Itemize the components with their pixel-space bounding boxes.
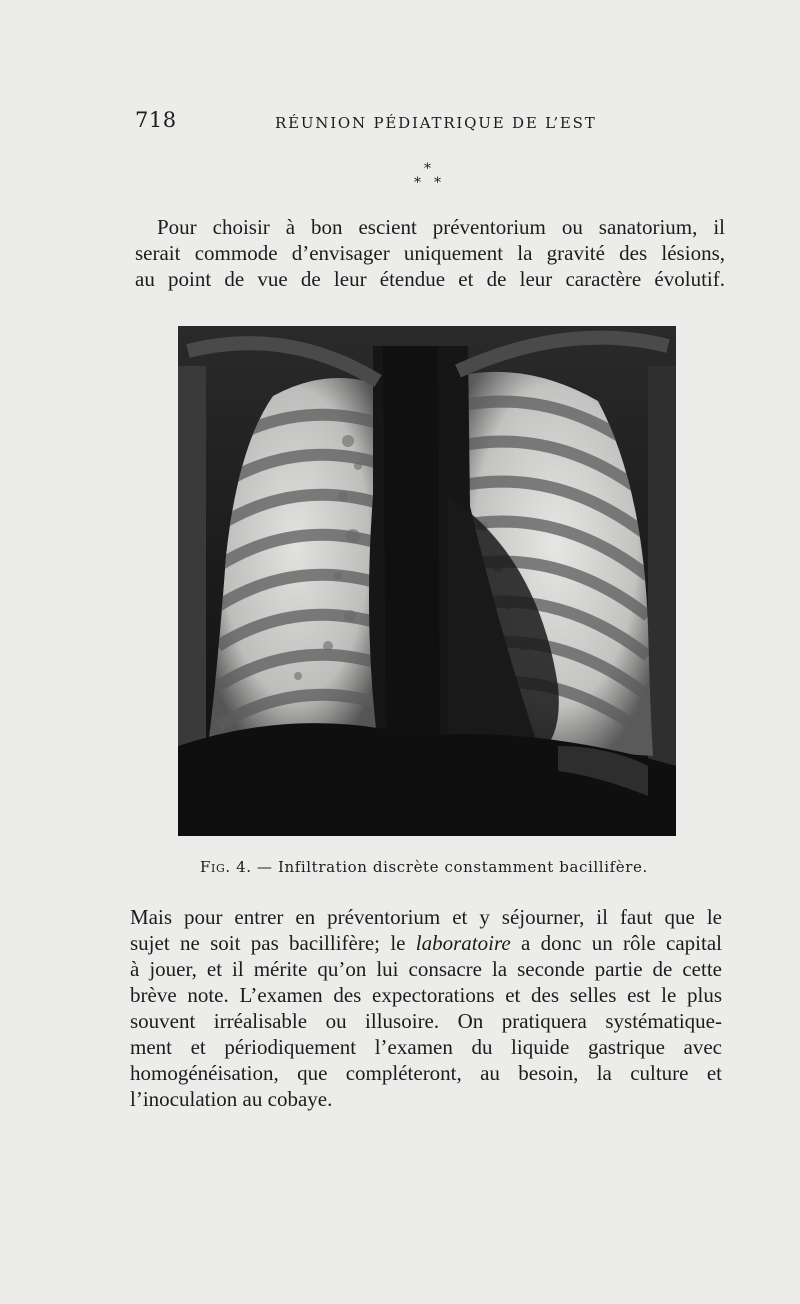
text-fragment: a donc un rôle capital [510, 931, 722, 955]
asterisk: * [434, 175, 441, 191]
text-line: brève note. L’examen des expectorations et des selles est le plus [130, 983, 722, 1007]
text-line: souvent irréalisable ou illusoire. On pratiquera systématique- [130, 1009, 722, 1033]
running-head: RÉUNION PÉDIATRIQUE DE L’EST [275, 114, 597, 132]
caption-dash: — [256, 858, 273, 876]
chest-xray-image [178, 326, 676, 836]
asterisk: * [424, 161, 431, 177]
text-line: ment et périodiquement l’examen du liquide gastrique avec [130, 1035, 722, 1059]
page-number: 718 [135, 108, 177, 132]
text-line [130, 930, 722, 956]
text-line: serait commode d’envisager uniquement la gravité des lésions, [135, 241, 725, 265]
chest-xray-figure [178, 326, 676, 836]
italic-term: laboratoire [415, 931, 511, 955]
paragraph-laboratory [130, 904, 722, 1112]
text-line: à jouer, et il mérite qu’on lui consacre la seconde partie de cette [130, 957, 722, 981]
asterism-separator [414, 162, 446, 194]
text-line: l’inoculation au cobaye. [130, 1087, 333, 1111]
text-line: Pour choisir à bon escient préventorium ou sanatorium, il [157, 215, 725, 239]
figure-caption [200, 858, 680, 876]
asterisk: * [414, 175, 421, 191]
text-line: Mais pour entrer en préventorium et y séjourner, il faut que le [130, 905, 722, 929]
text-line: au point de vue de leur étendue et de leur caractère évolutif. [135, 267, 725, 291]
paragraph-intro [135, 214, 725, 292]
text-fragment: sujet ne soit pas bacillifère; le [130, 931, 416, 955]
figure-label: Fig. 4. [200, 858, 252, 876]
caption-text: Infiltration discrète constamment bacillifère. [277, 858, 648, 876]
text-line: homogénéisation, que compléteront, au besoin, la culture et [130, 1061, 722, 1085]
